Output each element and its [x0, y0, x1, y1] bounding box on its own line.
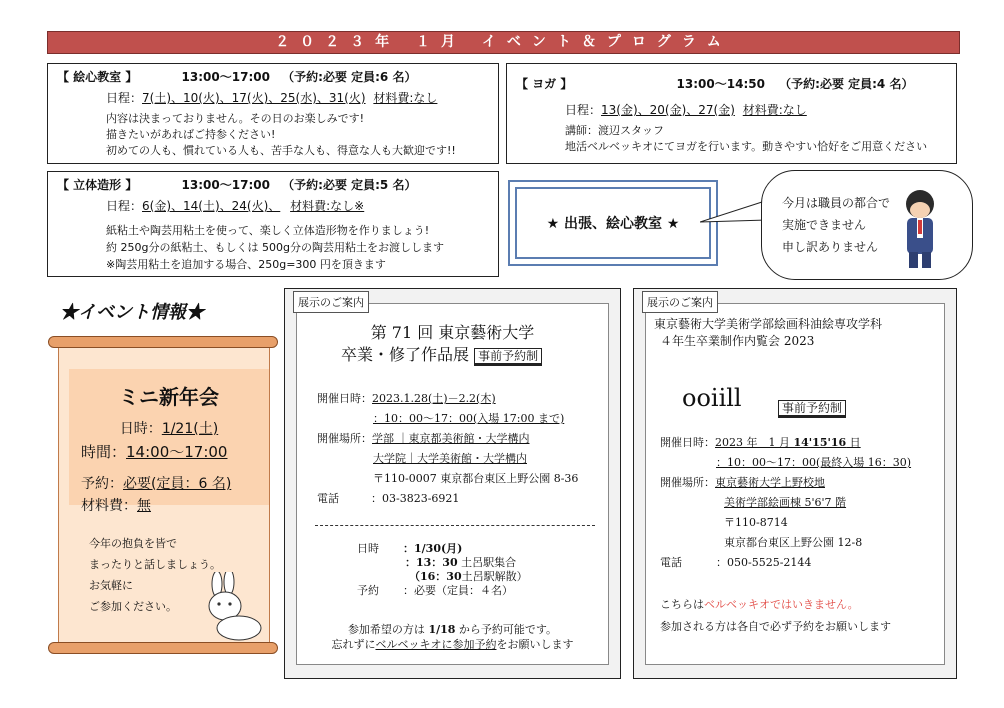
rittai-line2: 約 250g分の紙粘土、もしくは 500g分の陶芸用粘土をお渡しします	[106, 241, 444, 254]
ex1-tel: ：03-3823-6921	[371, 492, 460, 505]
kaishin-desc	[106, 111, 456, 159]
ex1-place-label: 開催場所：	[317, 432, 372, 445]
yoga-box	[506, 63, 957, 164]
rittai-line1: 紙粘土や陶芸用粘土を使って、楽しく立体造形物を作りましょう!	[106, 224, 430, 237]
rittai-fee: 材料費:なし※	[290, 199, 365, 213]
ex1-tour-date-label: 日時	[357, 542, 379, 555]
event-reserve: 必要(定員：6 名)	[123, 476, 232, 492]
ex2-zip: 〒110-8714	[724, 516, 788, 529]
ex2-title2: ４年生卒業制作内覧会 2023	[660, 334, 815, 348]
scroll-paper	[58, 346, 270, 646]
schedule-label: 日程：	[565, 103, 602, 117]
rabbit-illustration	[199, 572, 269, 644]
ex1-title2-line	[341, 342, 542, 365]
ex2-date	[715, 436, 861, 449]
yoga-header	[516, 75, 913, 92]
rittai-line3: ※陶芸用粘土を追加する場合、250g=300 円を頂きます	[106, 258, 386, 271]
event-time: 14:00～17:00	[126, 443, 228, 461]
event-time-label: 時間：	[81, 443, 127, 461]
ex1-tour-res-label: 予約	[357, 584, 379, 597]
ex1-note1b: 1/18	[428, 623, 456, 636]
ex2-note1a: こちらは	[660, 598, 704, 611]
ex2-tel-label: 電話	[660, 556, 682, 569]
yoga-cond: （予約:必要 定員:4 名）	[779, 77, 914, 91]
yoga-desc	[565, 123, 927, 155]
ex2-date-label: 開催日時：	[660, 436, 715, 449]
schedule-label: 日程：	[106, 91, 143, 105]
ex2-note	[660, 594, 891, 638]
kaishin-box	[47, 63, 499, 164]
schedule-label: 日程：	[106, 199, 143, 213]
ex2-note2: 参加される方は各自で必ず予約をお願いします	[660, 620, 891, 633]
ex2-place-label: 開催場所：	[660, 476, 715, 489]
event-info-title: ★イベント情報★	[60, 302, 204, 323]
event-date: 1/21(土)	[161, 421, 219, 437]
ex1-hours: ：10：00～17：00(入場 17:00 まで)	[373, 412, 565, 425]
exhibition2-panel	[645, 303, 945, 665]
event-msg1: 今年の抱負を皆で	[89, 537, 177, 550]
ex1-tour-end: 土呂駅解散）	[461, 570, 528, 583]
kaishin-line3: 初めての人も、慣れている人も、苦手な人も、得意な人も大歓迎です!!	[106, 144, 456, 157]
ex1-note2a: 忘れずに	[331, 638, 376, 651]
yoga-dates: 13(金)、20(金)、27(金)	[601, 103, 735, 117]
ex1-tab: 展示のご案内	[293, 291, 369, 313]
yoga-time: 13:00～14:50	[676, 77, 765, 91]
rittai-schedule	[106, 197, 364, 214]
event-fee-label: 材料費：	[81, 498, 137, 514]
ex2-date-c: 日	[846, 436, 861, 449]
rittai-cond: （予約:必要 定員:5 名）	[282, 178, 417, 192]
ex1-tel-label: 電話	[317, 492, 339, 505]
kaishin-dates: 7(土)、10(火)、17(火)、25(水)、31(火)	[142, 91, 366, 105]
rittai-time: 13:00～17:00	[181, 178, 270, 192]
ex1-note2c: をお願いします	[496, 638, 574, 651]
ex1-tour-meet-time: ：13：30	[405, 556, 458, 569]
kaishin-schedule	[106, 89, 437, 106]
ex2-title1: 東京藝術大学美術学部絵画科油絵専攻学科	[654, 317, 883, 331]
ex2-reserve-wrap	[778, 397, 846, 416]
ex1-tour-res: ：必要（定員：４名）	[403, 584, 513, 597]
yoga-line2: 地活ベルベッキオにてヨガを行います。動きやすい恰好をご用意ください	[565, 140, 928, 153]
ex1-title2: 卒業・修了作品展	[341, 345, 470, 364]
kaishin-fee: 材料費:なし	[373, 91, 438, 105]
rittai-desc	[106, 222, 444, 273]
kaishin-header	[57, 68, 416, 85]
ex2-note1b: ベルベッキオではいきません。	[704, 598, 859, 611]
kaishin-line1: 内容は決まっておりません。その日のお楽しみです!	[106, 112, 365, 125]
event-scroll	[48, 336, 278, 654]
ex1-tour-end-time: （16：30	[409, 570, 462, 583]
event-fee: 無	[137, 498, 151, 514]
ex1-note1a: 参加希望の方は	[347, 623, 429, 636]
event-name: ミニ新年会	[119, 385, 219, 409]
ex1-details	[317, 389, 578, 509]
ex1-note2b: ベルベッキオに参加予約	[375, 638, 497, 651]
shucho-label: ★ 出張、絵心教室 ★	[515, 187, 711, 259]
ex2-details	[660, 433, 911, 573]
ex1-date-label: 開催日時：	[317, 392, 372, 405]
ex2-reserve-badge: 事前予約制	[778, 400, 846, 418]
kaishin-time: 13:00～17:00	[181, 70, 270, 84]
bubble-line3: 申し訳ありません	[782, 240, 879, 254]
kaishin-name: 【 絵心教室 】	[57, 70, 138, 84]
ex1-reserve-badge: 事前予約制	[474, 348, 542, 366]
scroll-rod-bottom	[48, 642, 278, 654]
ex2-name: ooiill	[682, 384, 742, 412]
exhibition1-panel	[296, 303, 609, 665]
event-reserve-label: 予約：	[81, 476, 123, 492]
scroll-rod-top	[48, 336, 278, 348]
yoga-line1: 講師：渡辺スタッフ	[565, 124, 664, 137]
bubble-line2: 実施できません	[782, 218, 867, 232]
rittai-header	[57, 176, 416, 193]
ex1-tour-date: ：1/30(月)	[403, 542, 463, 555]
ex1-place2: 大学院｜大学美術館・大学構内	[373, 452, 527, 465]
exhibition2-frame	[633, 288, 957, 679]
rittai-box	[47, 171, 499, 277]
event-msg4: ご参加ください。	[89, 600, 177, 613]
ex2-date-b: 14'15'16	[793, 436, 847, 449]
yoga-fee: 材料費:なし	[742, 103, 807, 117]
ex1-place1: 学部 ｜東京都美術館・大学構内	[372, 432, 530, 445]
ex1-note	[297, 622, 608, 652]
ex1-divider	[315, 525, 595, 526]
ex1-title1: 第 71 回 東京藝術大学	[370, 323, 535, 342]
ex2-address: 東京都台東区上野公園 12-8	[724, 536, 863, 549]
ex2-tel: ：050-5525-2144	[716, 556, 812, 569]
ex2-hours: ：10：00～17：00(最終入場 16：30)	[716, 456, 912, 469]
event-date-line	[69, 418, 269, 438]
kaishin-cond: （予約:必要 定員:6 名）	[282, 70, 417, 84]
exhibition1-frame	[284, 288, 621, 679]
event-reserve-line	[81, 473, 231, 493]
ex2-date-a: 2023 年 1 月	[715, 436, 794, 449]
ex2-tab: 展示のご案内	[642, 291, 718, 313]
ex2-titles	[654, 316, 882, 350]
ex1-note1c: から予約可能です。	[455, 623, 558, 636]
yoga-schedule	[565, 101, 807, 118]
page-title: ２０２３年 １月 イベント＆プログラム	[47, 31, 960, 54]
ex1-tour-meet: 土呂駅集合	[461, 556, 517, 569]
event-msg3: お気軽に	[89, 579, 133, 592]
ex2-place2: 美術学部絵画棟 5'6'7 階	[724, 496, 847, 509]
event-fee-line	[81, 495, 151, 515]
shucho-box	[508, 180, 718, 266]
event-date-label: 日時：	[119, 421, 162, 437]
rittai-name: 【 立体造形 】	[57, 178, 138, 192]
ex1-tour	[357, 542, 528, 598]
ex1-date: 2023.1.28(土)－2.2(木)	[372, 392, 496, 405]
bubble-line1: 今月は職員の都合で	[782, 196, 891, 210]
ex2-place1: 東京藝術大学上野校地	[715, 476, 825, 489]
event-msg2: まったりと話しましょう。	[89, 558, 221, 571]
kaishin-line2: 描きたいがあればご持参ください!	[106, 128, 276, 141]
ex1-address: 〒110-0007 東京都台東区上野公園 8-36	[373, 472, 579, 485]
rittai-dates: 6(金)、14(土)、24(火)、	[142, 199, 281, 213]
event-time-line	[81, 441, 269, 462]
yoga-name: 【 ヨガ 】	[516, 77, 573, 91]
bowing-staff-illustration	[895, 186, 945, 272]
